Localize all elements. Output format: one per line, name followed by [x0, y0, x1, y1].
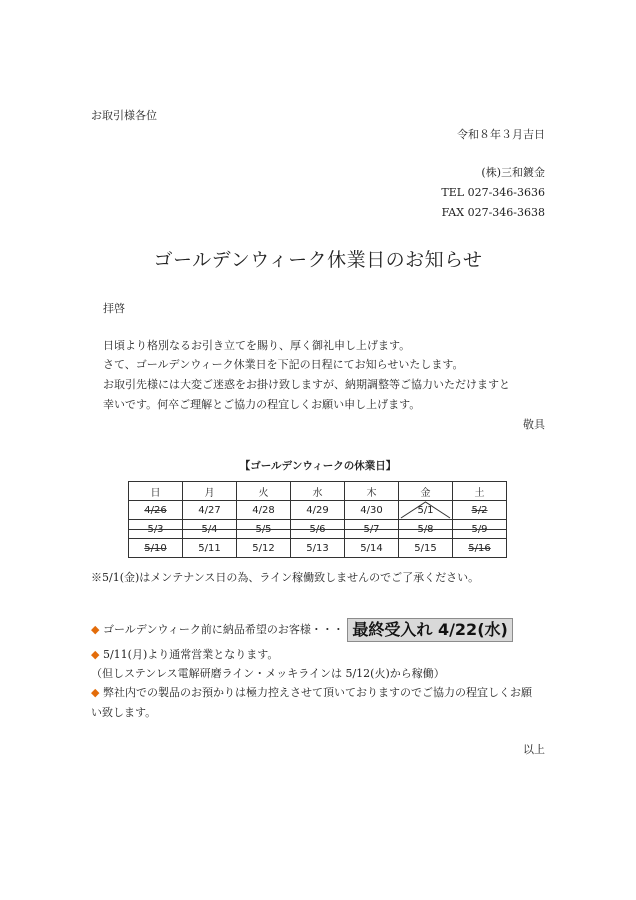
resume-text: 5/11(月)より通常営業となります。 [102, 648, 279, 661]
calendar-cell-holiday: 5/8 [399, 520, 453, 539]
resume-note: （但しステンレス電解研磨ライン・メッキラインは 5/12(火)から稼働） [91, 667, 445, 680]
orange-diamond-icon: ◆ [91, 623, 100, 636]
weekday-fri: 金 [399, 482, 453, 501]
resume-notice [91, 648, 278, 662]
closing-keigu: 敬具 [523, 418, 545, 431]
weekday-thu: 木 [345, 482, 399, 501]
weekday-sun: 日 [129, 482, 183, 501]
calendar-cell: 4/29 [291, 501, 345, 520]
calendar-week-1 [129, 501, 507, 520]
weekday-tue: 火 [237, 482, 291, 501]
maintenance-note: ※5/1(金)はメンテナンス日の為、ライン稼働致しませんのでご了承ください。 [91, 571, 480, 584]
greeting: 拝啓 [103, 302, 125, 315]
deadline-prefix: ゴールデンウィーク前に納品希望のお客様・・・ [102, 623, 344, 636]
storage-text-line-2: い致します。 [91, 706, 157, 719]
storage-notice [91, 686, 532, 700]
calendar-cell-holiday: 4/26 [129, 501, 183, 520]
weekday-sat: 土 [453, 482, 507, 501]
calendar-cell: 5/12 [237, 539, 291, 558]
holiday-calendar [128, 481, 507, 558]
end-mark: 以上 [523, 743, 545, 756]
weekday-header-row [129, 482, 507, 501]
calendar-cell-maintenance [399, 501, 453, 520]
calendar-cell: 4/27 [183, 501, 237, 520]
calendar-cell-holiday: 5/7 [345, 520, 399, 539]
deadline-box: 最終受入れ 4/22(水) [347, 618, 512, 642]
calendar-cell-holiday: 5/10 [129, 539, 183, 558]
calendar-week-3 [129, 539, 507, 558]
calendar-week-2 [129, 520, 507, 539]
weekday-wed: 水 [291, 482, 345, 501]
calendar-cell: 4/28 [237, 501, 291, 520]
deadline-notice [91, 618, 513, 642]
calendar-cell-holiday: 5/16 [453, 539, 507, 558]
calendar-cell: 5/11 [183, 539, 237, 558]
addressee: お取引様各位 [91, 109, 157, 122]
calendar-cell-holiday: 5/3 [129, 520, 183, 539]
calendar-cell: 5/13 [291, 539, 345, 558]
calendar-cell: 4/30 [345, 501, 399, 520]
issue-date: 令和８年３月吉日 [457, 128, 545, 141]
document-title: ゴールデンウィーク休業日のお知らせ [153, 249, 483, 271]
weekday-mon: 月 [183, 482, 237, 501]
calendar-heading: 【ゴールデンウィークの休業日】 [239, 460, 397, 472]
calendar-cell: 5/15 [399, 539, 453, 558]
body-line-4: 幸いです。何卒ご理解とご協力の程宜しくお願い申し上げます。 [103, 398, 421, 411]
calendar-cell-holiday: 5/9 [453, 520, 507, 539]
calendar-cell-holiday: 5/6 [291, 520, 345, 539]
company-fax: FAX 027-346-3638 [441, 206, 545, 219]
calendar-cell-holiday: 5/4 [183, 520, 237, 539]
body-line-3: お取引先様には大変ご迷惑をお掛け致しますが、納期調整等ご協力いただけますと [103, 378, 510, 391]
calendar-cell-label: 5/1 [417, 504, 434, 516]
calendar-cell-holiday: 5/2 [453, 501, 507, 520]
orange-diamond-icon: ◆ [91, 648, 100, 661]
calendar-cell: 5/14 [345, 539, 399, 558]
orange-diamond-icon: ◆ [91, 686, 100, 699]
storage-text-line-1: 弊社内での製品のお預かりは極力控えさせて頂いておりますのでご協力の程宜しくお願 [102, 686, 532, 699]
body-line-2: さて、ゴールデンウィーク休業日を下記の日程にてお知らせいたします。 [103, 358, 464, 371]
company-tel: TEL 027-346-3636 [441, 186, 545, 199]
body-line-1: 日頃より格別なるお引き立てを賜り、厚く御礼申し上げます。 [103, 339, 411, 352]
company-name: (株)三和鍍金 [481, 166, 545, 179]
calendar-cell-holiday: 5/5 [237, 520, 291, 539]
